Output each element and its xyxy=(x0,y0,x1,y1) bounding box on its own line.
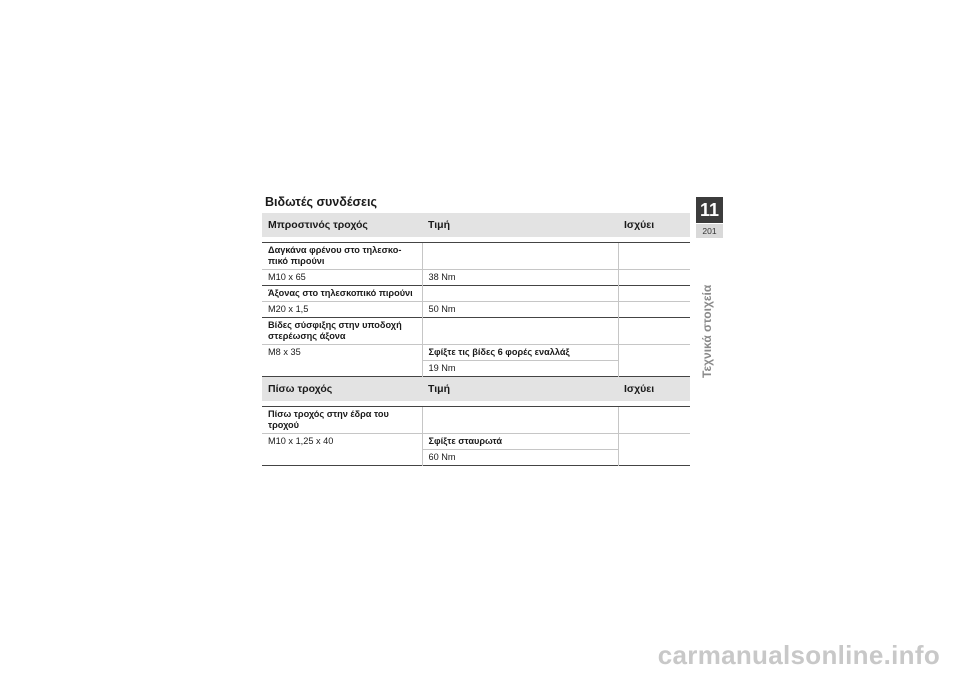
rear-header-component: Πίσω τροχός xyxy=(262,377,422,402)
table-row xyxy=(262,243,690,270)
component-label: Πίσω τροχός στην έδρα του τροχού xyxy=(262,407,422,434)
section-title: Βιδωτές συνδέσεις xyxy=(265,195,377,209)
watermark: carmanualsonline.info xyxy=(657,640,940,670)
front-header-component: Μπροστινός τροχός xyxy=(262,213,422,237)
table-row xyxy=(262,434,690,450)
torque-value: 60 Nm xyxy=(422,450,618,466)
front-header-applies: Ισχύει xyxy=(618,213,690,237)
chapter-tab xyxy=(696,197,723,238)
bolt-size: M10 x 1,25 x 40 xyxy=(262,434,422,466)
bolt-size: M10 x 65 xyxy=(262,270,422,286)
table-row xyxy=(262,318,690,345)
front-header-value: Τιμή xyxy=(422,213,618,237)
torque-instruction: Σφίξτε σταυρωτά xyxy=(422,434,618,450)
page-number: 201 xyxy=(696,224,723,238)
chapter-number: 11 xyxy=(696,197,723,223)
torque-instruction: Σφίξτε τις βίδες 6 φορές εναλλάξ xyxy=(422,345,618,361)
torque-value: 50 Nm xyxy=(422,302,618,318)
chapter-label-vertical xyxy=(700,248,714,378)
torque-value: 19 Nm xyxy=(422,361,618,377)
table-row xyxy=(262,407,690,434)
torque-value: 38 Nm xyxy=(422,270,618,286)
bolt-size: M8 x 35 xyxy=(262,345,422,377)
table-row xyxy=(262,286,690,302)
rear-header-applies: Ισχύει xyxy=(618,377,690,402)
table-row xyxy=(262,302,690,318)
front-header-row xyxy=(262,213,690,237)
component-label: Άξονας στο τηλεσκοπικό πιρούνι xyxy=(262,286,422,302)
rear-header-row xyxy=(262,377,690,402)
bolt-size: M20 x 1,5 xyxy=(262,302,422,318)
table-row xyxy=(262,345,690,361)
torque-table xyxy=(262,213,690,466)
component-label: Δαγκάνα φρένου στο τηλεσκο-πικό πιρούνι xyxy=(262,243,422,270)
rear-header-value: Τιμή xyxy=(422,377,618,402)
main-content xyxy=(262,195,690,466)
chapter-label: Τεχνικά στοιχεία xyxy=(700,284,714,378)
table-row xyxy=(262,270,690,286)
component-label: Βίδες σύσφιξης στην υποδοχή στερέωσης άξονα xyxy=(262,318,422,345)
